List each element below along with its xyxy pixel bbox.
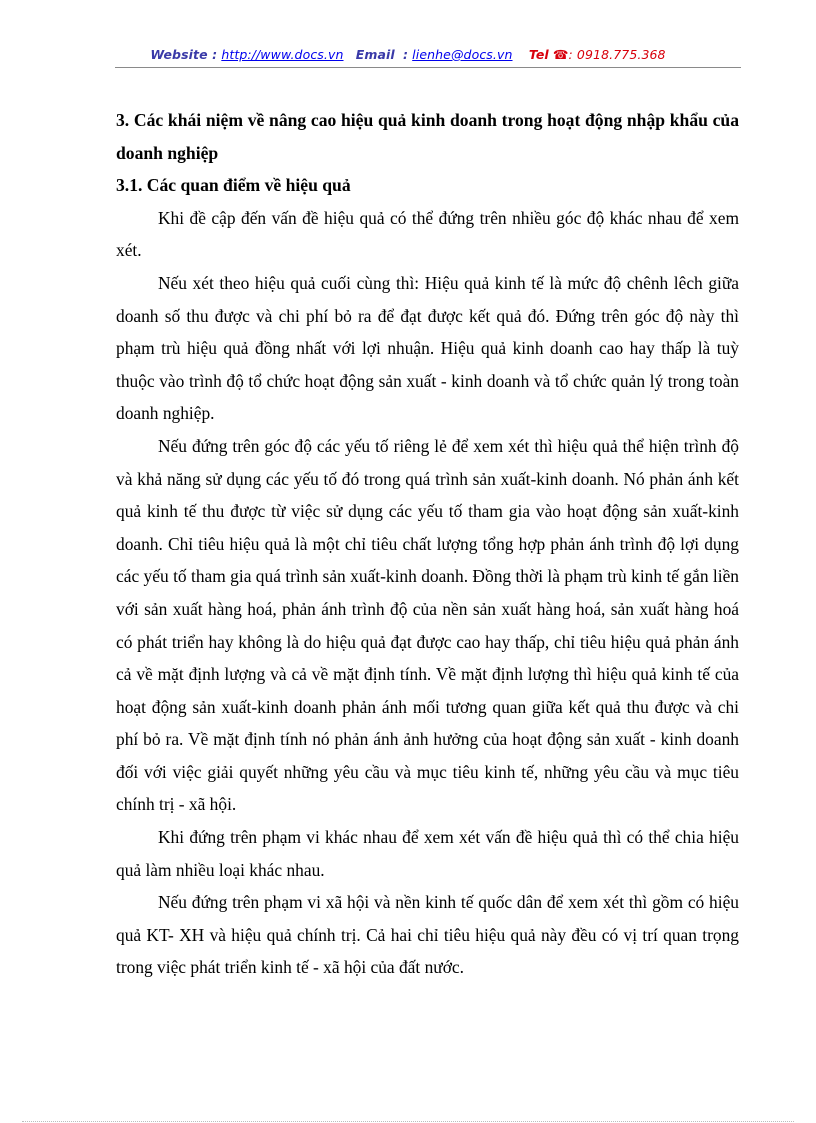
website-label: Website : — [150, 47, 218, 62]
tel-label: Tel — [528, 47, 549, 62]
footer-divider — [22, 1121, 794, 1122]
paragraph: Khi đứng trên phạm vi khác nhau để xem xét vấn đề hiệu quả thì có thể chia hiệu quả làm nhiều loại khác nhau. — [116, 827, 739, 880]
paragraph: Khi đề cập đến vấn đề hiệu quả có thể đứng trên nhiều góc độ khác nhau để xem xét. — [116, 207, 739, 261]
paragraph: Nếu đứng trên góc độ các yếu tố riêng lẻ để xem xét thì hiệu quả thể hiện trình độ và khả năng sử dụng các yếu tố đó trong quá trình sản xuất-kinh doanh. Nó phản ánh kết quả kinh tế thu được từ việc sử dụng các yếu tố tham gia vào hoạt động sản xuất-kinh doanh. Chỉ tiêu hiệu quả là một chỉ tiêu chất lượng tổng hợp phản ánh trình độ lợi dụng các yếu tố tham gia quá trình sản xuất-kinh doanh. Đồng thời là phạm trù kinh tế gắn liền với sản xuất hàng hoá, phản ánh trình độ của nền sản xuất hàng hoá, sản xuất hàng hoá có phát triển hay không là do hiệu quả đạt được cao hay thấp, chỉ tiêu hiệu quả phản ánh cả về mặt định lượng và cả về mặt định tính. Về mặt định lượng thì hiệu quả kinh tế của hoạt động sản xuất-kinh doanh phản ánh mối tương quan giữa kết quả thu được và chi phí bỏ ra. Về mặt định tính nó phản ánh ảnh hưởng của hoạt động sản xuất - kinh doanh đối với việc giải quyết những yêu cầu và mục tiêu kinh tế, những yêu cầu và mục tiêu chính trị - xã hội. — [116, 435, 739, 815]
tel-value: : 0918.775.368 — [568, 47, 666, 62]
subsection-heading: 3.1. Các quan điểm về hiệu quả — [116, 175, 351, 196]
website-link[interactable]: http://www.docs.vn — [221, 47, 344, 62]
paragraph: Nếu đứng trên phạm vi xã hội và nền kinh tế quốc dân để xem xét thì gồm có hiệu quả KT- XH và hiệu quả chính trị. Cả hai chỉ tiêu hiệu quả này đều có vị trí quan trọng trong việc phát triển kinh tế - xã hội của đất nước. — [116, 892, 739, 978]
email-link[interactable]: lienhe@docs.vn — [412, 47, 513, 62]
paragraph: Nếu xét theo hiệu quả cuối cùng thì: Hiệu quả kinh tế là mức độ chênh lêch giữa doanh số thu được và chi phí bỏ ra để đạt được kết quả đó. Đứng trên góc độ này thì phạm trù hiệu quả đồng nhất với lợi nhuận. Hiệu quả kinh doanh cao hay thấp là tuỳ thuộc vào trình độ tổ chức hoạt động sản xuất - kinh doanh và tổ chức quản lý trong toàn doanh nghiệp. — [116, 272, 739, 424]
section-heading: 3. Các khái niệm về nâng cao hiệu quả kinh doanh trong hoạt động nhập khẩu của doanh nghiệp — [116, 110, 739, 163]
phone-icon: ☎ — [552, 47, 569, 62]
email-label: Email — [355, 47, 395, 62]
header-divider — [115, 67, 741, 68]
email-separator: : — [402, 47, 409, 62]
page-header — [0, 47, 816, 62]
document-body — [116, 104, 739, 984]
